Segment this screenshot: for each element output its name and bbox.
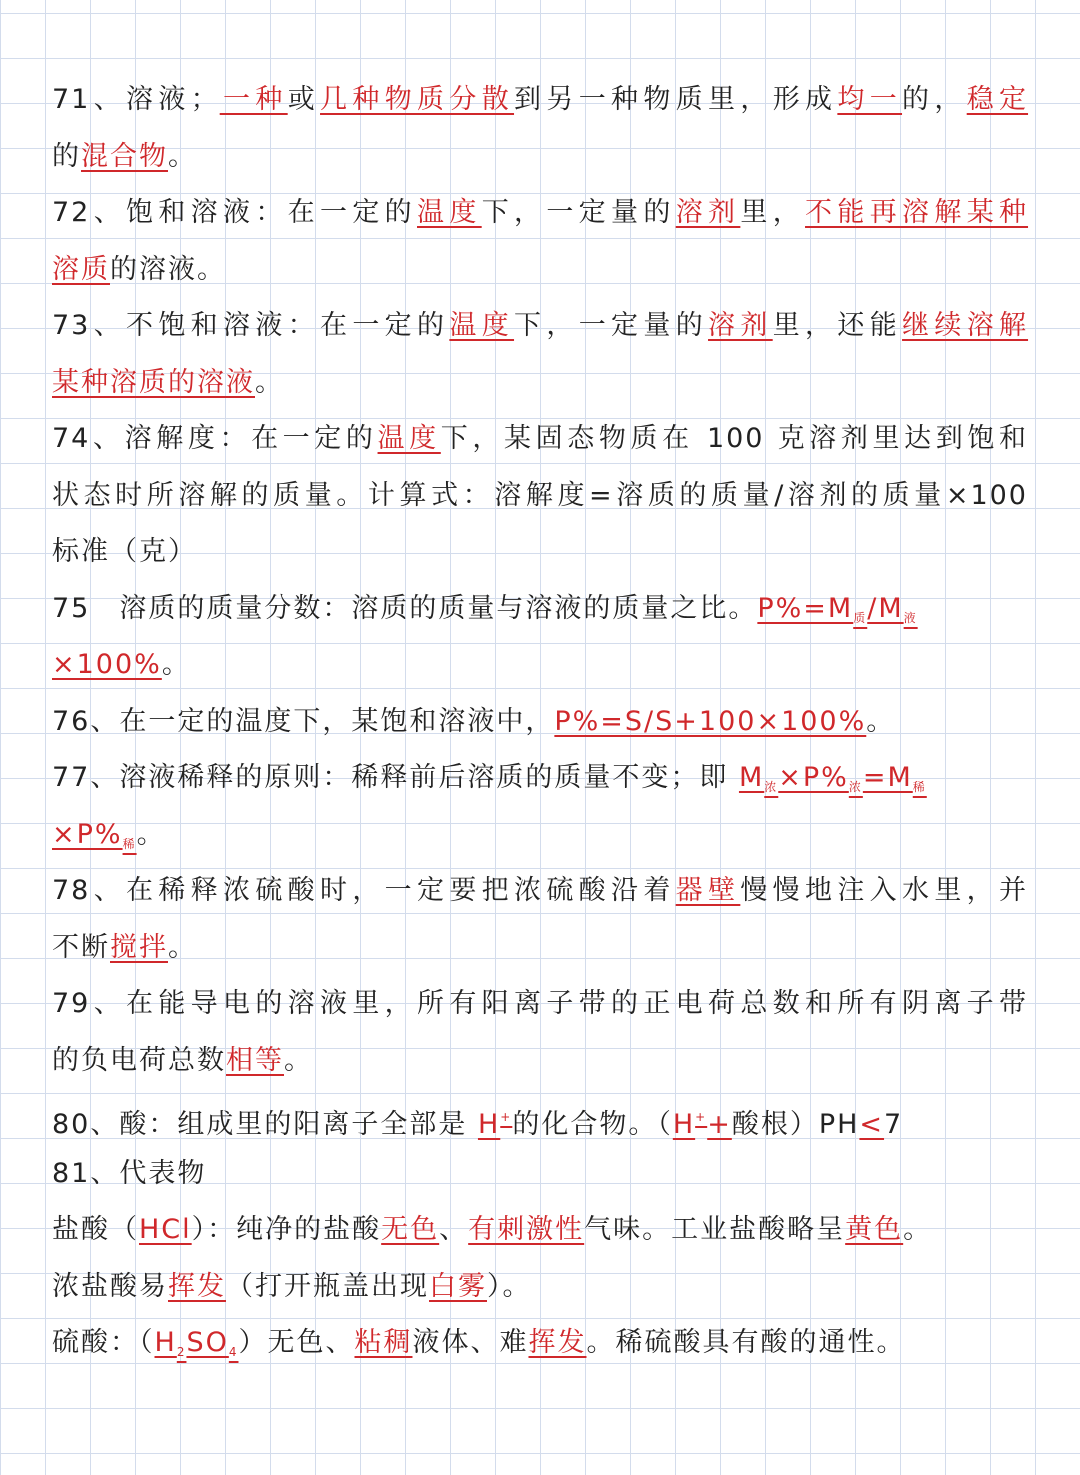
highlighted-term: < xyxy=(859,1109,885,1140)
note-line xyxy=(52,984,1028,1024)
text-segment: 到另一种物质里，形成 xyxy=(514,84,838,115)
text-segment: 气味。工业盐酸略呈 xyxy=(584,1214,846,1245)
text-segment: 。 xyxy=(136,819,166,850)
note-line xyxy=(52,645,1028,685)
text-segment: 。稀硫酸具有酸的通性。 xyxy=(586,1327,906,1358)
text-segment: （打开瓶盖出现 xyxy=(226,1271,429,1302)
highlighted-term: 混合物 xyxy=(81,141,168,172)
text-segment: 下，一定量的 xyxy=(481,197,676,228)
text-segment: 标准（克） xyxy=(52,536,197,567)
text-segment: 79、在能导电的溶液里，所有阳离子带的正电荷总数和所有阴离子带 xyxy=(52,988,1028,1019)
note-line xyxy=(52,1154,1028,1194)
text-segment: 80、酸：组成里的阳离子全部是 xyxy=(52,1109,478,1140)
highlighted-term: 溶质 xyxy=(52,254,110,285)
note-line xyxy=(52,871,1028,911)
highlighted-term: 均一 xyxy=(837,84,903,115)
text-segment: 的负电荷总数 xyxy=(52,1045,226,1076)
text-segment: 盐酸（ xyxy=(52,1214,139,1245)
highlighted-term: + xyxy=(707,1109,732,1140)
highlighted-term: P%=M xyxy=(757,593,854,624)
highlighted-term: 粘稠 xyxy=(354,1327,413,1358)
note-line xyxy=(52,702,1028,742)
text-segment: 慢慢地注入水里，并 xyxy=(740,875,1029,906)
text-segment: 的， xyxy=(902,84,967,115)
text-segment: ）：纯净的盐酸 xyxy=(191,1214,382,1245)
highlighted-term: H xyxy=(672,1109,696,1140)
highlighted-term: SO xyxy=(186,1327,229,1358)
note-line xyxy=(52,589,1028,629)
text-segment: 7 xyxy=(884,1109,904,1140)
text-segment: 72、饱和溶液：在一定的 xyxy=(52,197,418,228)
note-line xyxy=(52,80,1028,120)
highlighted-term: 某种溶质的溶液 xyxy=(52,367,255,398)
highlighted-term: 几种物质分散 xyxy=(320,84,515,115)
highlighted-term: 稀 xyxy=(122,837,137,851)
highlighted-term: 相等 xyxy=(226,1045,284,1076)
highlighted-term: 溶剂 xyxy=(675,197,741,228)
text-segment: 液体、难 xyxy=(412,1327,529,1358)
text-segment: 的 xyxy=(52,141,81,172)
highlighted-term: H xyxy=(154,1327,177,1358)
highlighted-term: 继续溶解 xyxy=(902,310,1029,341)
highlighted-term: 黄色 xyxy=(845,1214,904,1245)
text-segment: 71、溶液； xyxy=(52,84,220,115)
highlighted-term: 温度 xyxy=(417,197,482,228)
highlighted-term: 挥发 xyxy=(528,1327,587,1358)
note-line xyxy=(52,250,1028,290)
highlighted-term: M xyxy=(738,762,765,793)
highlighted-term: + xyxy=(695,1110,708,1124)
note-line xyxy=(52,1323,1028,1363)
highlighted-term: 浓 xyxy=(764,780,779,794)
highlighted-term: 有刺激性 xyxy=(468,1214,585,1245)
note-line xyxy=(52,419,1028,459)
highlighted-term: 溶剂 xyxy=(708,310,773,341)
text-segment: ）。 xyxy=(487,1271,532,1302)
text-segment: 的溶液。 xyxy=(110,254,226,285)
note-line xyxy=(52,1267,1028,1307)
highlighted-term: 浓 xyxy=(848,780,863,794)
text-segment: 状态时所溶解的质量。计算式：溶解度=溶质的质量/溶剂的质量×100 xyxy=(52,480,1028,511)
highlighted-term: 温度 xyxy=(449,310,515,341)
text-segment: 。 xyxy=(255,367,284,398)
highlighted-term: 稀 xyxy=(912,780,927,794)
note-line xyxy=(52,476,1028,516)
note-line xyxy=(52,363,1028,403)
highlighted-term: 稳定 xyxy=(966,84,1029,115)
highlighted-term: /M xyxy=(867,593,904,624)
note-line xyxy=(52,193,1028,233)
text-segment: 浓盐酸易 xyxy=(52,1271,168,1302)
highlighted-term: 液 xyxy=(903,611,918,625)
note-line xyxy=(52,137,1028,177)
highlighted-term: P%=S/S+100×100% xyxy=(554,706,867,737)
text-segment: 的化合物。（ xyxy=(512,1109,673,1140)
text-segment: 酸根）PH xyxy=(731,1109,860,1140)
text-segment: 、 xyxy=(439,1214,469,1245)
highlighted-term: 一种 xyxy=(219,84,288,115)
text-segment: 76、在一定的温度下，某饱和溶液中， xyxy=(52,706,555,737)
note-line xyxy=(52,928,1028,968)
text-segment: 硫酸：（ xyxy=(52,1327,155,1358)
text-segment: 。 xyxy=(284,1045,313,1076)
highlighted-term: + xyxy=(500,1110,513,1124)
text-segment: 73、不饱和溶液：在一定的 xyxy=(52,310,450,341)
text-segment: 里，还能 xyxy=(772,310,903,341)
highlighted-term: 2 xyxy=(176,1345,187,1359)
note-line xyxy=(52,1097,1028,1140)
text-segment: 81、代表物 xyxy=(52,1158,207,1189)
text-segment: 75 溶质的质量分数：溶质的质量与溶液的质量之比。 xyxy=(52,593,758,624)
note-line xyxy=(52,306,1028,346)
highlighted-term: 白雾 xyxy=(429,1271,487,1302)
highlighted-term: 温度 xyxy=(377,423,441,454)
text-segment: 。 xyxy=(161,649,191,680)
text-segment: 。 xyxy=(168,141,197,172)
text-segment: 77、溶液稀释的原则：稀释前后溶质的质量不变；即 xyxy=(52,762,739,793)
highlighted-term: 不能再溶解某种 xyxy=(805,197,1029,228)
highlighted-term: ×100% xyxy=(52,649,162,680)
text-segment: 。 xyxy=(168,932,197,963)
text-segment: 下，某固态物质在 100 克溶剂里达到饱和 xyxy=(440,423,1029,454)
highlighted-term: 4 xyxy=(228,1345,239,1359)
highlighted-term: ×P% xyxy=(52,819,123,850)
text-segment: ）无色、 xyxy=(238,1327,355,1358)
text-segment: 74、溶解度：在一定的 xyxy=(52,423,378,454)
highlighted-term: 挥发 xyxy=(168,1271,226,1302)
text-segment: 或 xyxy=(287,84,321,115)
highlighted-term: H xyxy=(477,1109,501,1140)
text-segment: 里， xyxy=(740,197,806,228)
text-segment: 不断 xyxy=(52,932,110,963)
highlighted-term: 器壁 xyxy=(675,875,741,906)
text-segment: 下，一定量的 xyxy=(514,310,709,341)
note-line xyxy=(52,532,1028,572)
note-line xyxy=(52,1210,1028,1250)
highlighted-term: 无色 xyxy=(381,1214,440,1245)
note-line xyxy=(52,815,1028,855)
highlighted-term: HCl xyxy=(139,1214,192,1245)
highlighted-term: ×P% xyxy=(778,762,849,793)
text-segment: 。 xyxy=(903,1214,933,1245)
note-line xyxy=(52,1041,1028,1081)
highlighted-term: 质 xyxy=(853,611,868,625)
text-segment: 78、在稀释浓硫酸时，一定要把浓硫酸沿着 xyxy=(52,875,676,906)
text-segment: 。 xyxy=(866,706,896,737)
highlighted-term: 搅拌 xyxy=(110,932,168,963)
note-line xyxy=(52,758,1028,798)
highlighted-term: =M xyxy=(862,762,913,793)
